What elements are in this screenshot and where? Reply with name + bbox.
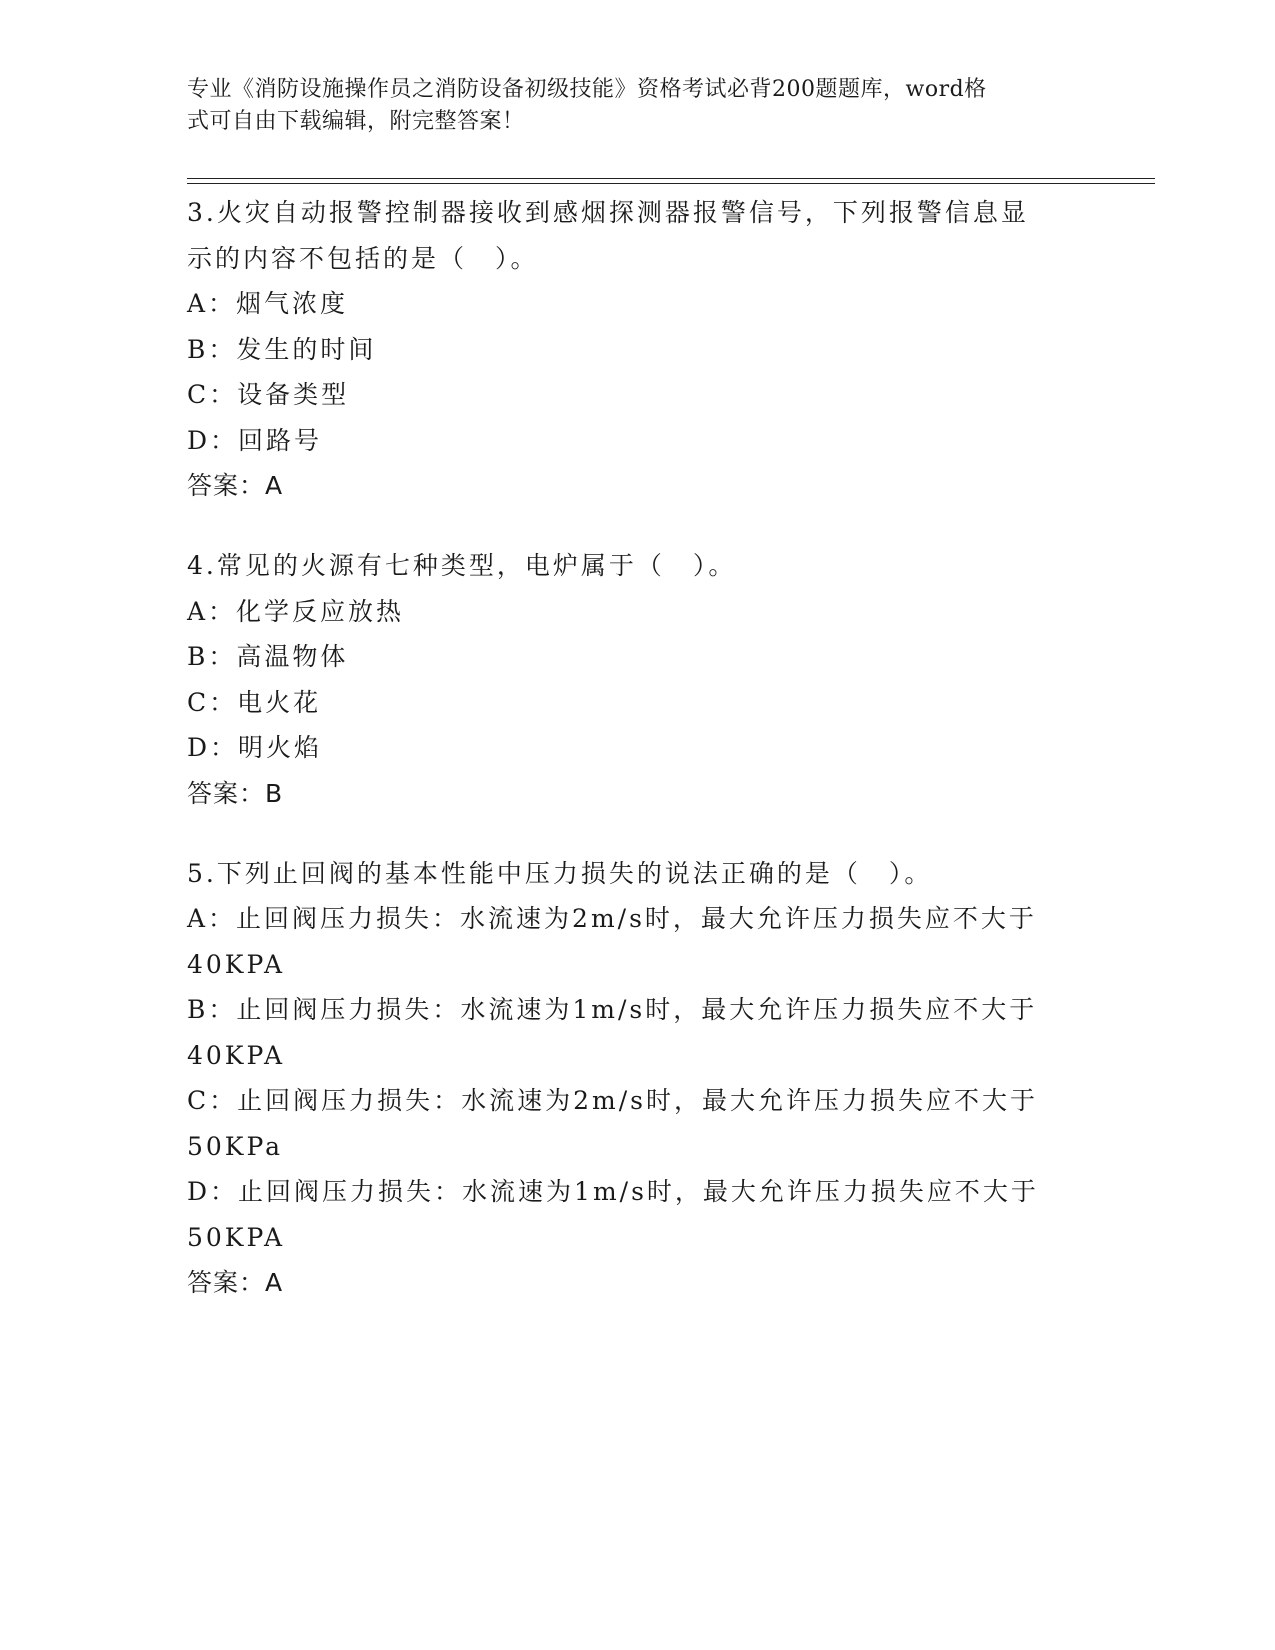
option-a: A：化学反应放热 [187, 596, 405, 626]
question-5 [187, 851, 1067, 1306]
option-b-continued: 40KPA [187, 1040, 286, 1070]
question-stem-continued: 示的内容不包括的是（ ）。 [187, 243, 539, 273]
question-stem: 4.常见的火源有七种类型，电炉属于（ ）。 [187, 551, 737, 580]
answer-line: 答案：A [187, 471, 284, 500]
option-c: C：电火花 [187, 687, 322, 717]
option-b: B：高温物体 [187, 642, 349, 671]
question-list [187, 190, 1067, 1340]
header-line-2: 式可自由下载编辑，附完整答案！ [187, 109, 525, 134]
question-stem: 3.火灾自动报警控制器接收到感烟探测器报警信号，下列报警信息显 [187, 198, 1029, 227]
question-stem: 5.下列止回阀的基本性能中压力损失的说法正确的是（ ）。 [187, 858, 933, 888]
question-3 [187, 190, 1067, 508]
option-c: C：止回阀压力损失：水流速为2m/s时，最大允许压力损失应不大于 [187, 1086, 1038, 1115]
option-c: C：设备类型 [187, 380, 350, 409]
header-divider-top [187, 178, 1155, 179]
option-d-continued: 50KPA [187, 1222, 286, 1252]
answer-line: 答案：B [187, 778, 284, 808]
answer-line: 答案：A [187, 1268, 284, 1297]
header-line-1: 专业《消防设施操作员之消防设备初级技能》资格考试必背200题题库，word格 [187, 77, 987, 102]
option-b: B：发生的时间 [187, 334, 377, 364]
option-a-continued: 40KPA [187, 949, 286, 979]
option-a: A：烟气浓度 [187, 289, 349, 318]
option-d: D：明火焰 [187, 733, 323, 762]
option-d: D：回路号 [187, 425, 323, 455]
option-d: D：止回阀压力损失：水流速为1m/s时，最大允许压力损失应不大于 [187, 1177, 1039, 1206]
option-c-continued: 50KPa [187, 1131, 284, 1161]
header-divider-bottom [187, 183, 1155, 184]
question-4 [187, 543, 1067, 816]
option-a: A：止回阀压力损失：水流速为2m/s时，最大允许压力损失应不大于 [187, 904, 1037, 933]
document-header [187, 74, 1067, 138]
option-b: B：止回阀压力损失：水流速为1m/s时，最大允许压力损失应不大于 [187, 995, 1038, 1024]
